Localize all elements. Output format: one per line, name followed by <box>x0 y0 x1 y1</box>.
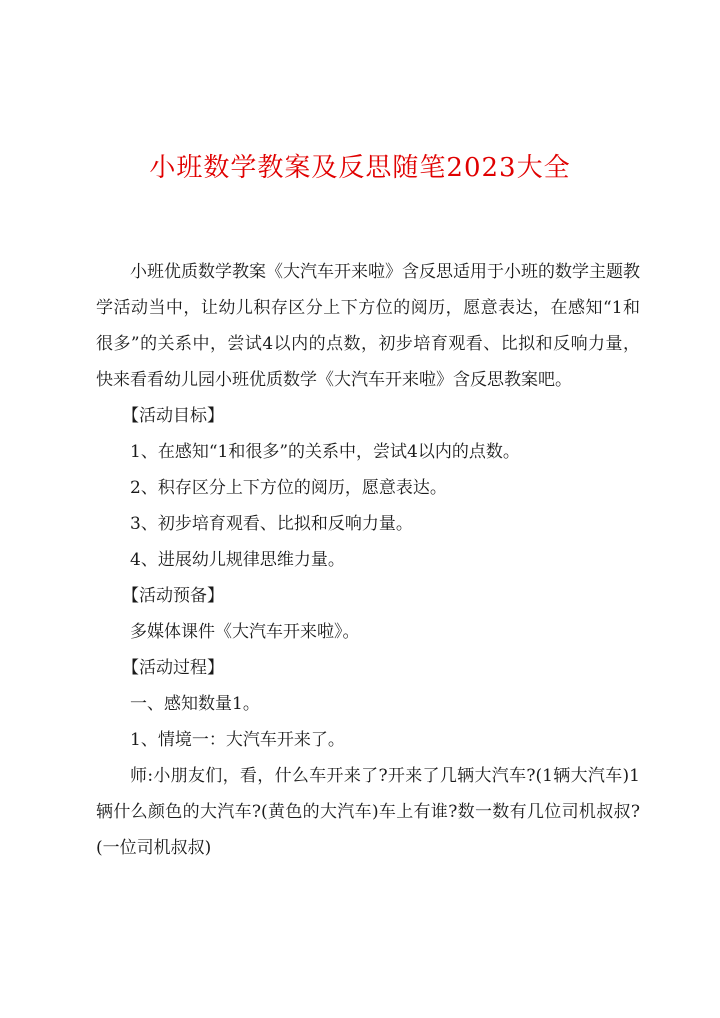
document-body <box>96 254 640 866</box>
section-heading-goals: 【活动目标】 <box>122 406 224 426</box>
process-step: 一、感知数量1。 <box>130 694 260 714</box>
dialogue-paragraph: 师:小朋友们，看，什么车开来了?开来了几辆大汽车?(1辆大汽车)1辆什么颜色的大汽车?(黄色的大汽车)车上有谁?数一数有几位司机叔叔?(一位司机叔叔) <box>96 766 640 858</box>
goal-item-4: 4、进展幼儿规律思维力量。 <box>130 550 345 570</box>
section-heading-process: 【活动过程】 <box>122 658 224 678</box>
process-substep: 1、情境一：大汽车开来了。 <box>130 730 345 750</box>
goal-item-2: 2、积存区分上下方位的阅历，愿意表达。 <box>130 478 447 498</box>
goal-item-1: 1、在感知“1和很多”的关系中，尝试4以内的点数。 <box>130 442 520 462</box>
document-title: 小班数学教案及反思随笔2023大全 <box>149 153 571 183</box>
intro-paragraph: 小班优质数学教案《大汽车开来啦》含反思适用于小班的数学主题教学活动当中，让幼儿积存区分上下方位的阅历，愿意表达，在感知“1和很多”的关系中，尝试4以内的点数，初步培育观看、比拟和反响力量，快来看看幼儿园小班优质数学《大汽车开来啦》含反思教案吧。 <box>96 262 640 390</box>
section-heading-prep: 【活动预备】 <box>122 586 224 606</box>
prep-item: 多媒体课件《大汽车开来啦》。 <box>130 622 360 642</box>
goal-item-3: 3、初步培育观看、比拟和反响力量。 <box>130 514 413 534</box>
